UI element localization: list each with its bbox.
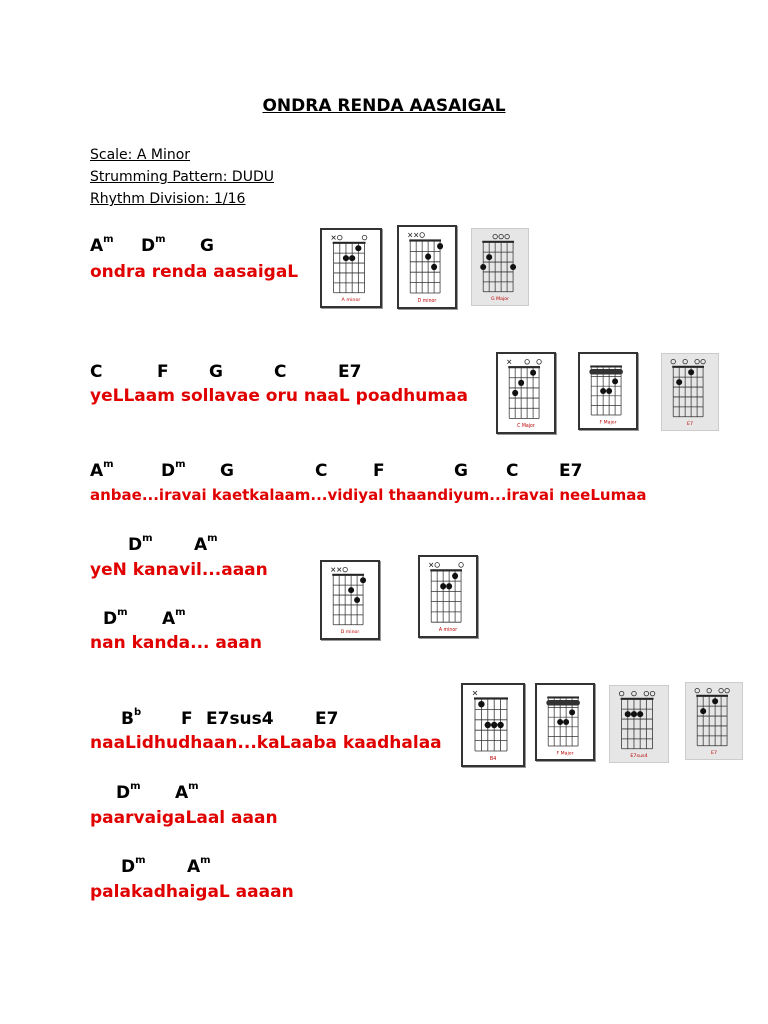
lyric-line: nan kanda... aaan	[90, 633, 262, 653]
chord-label: F	[181, 709, 193, 729]
chord-label: $D^m$	[141, 234, 166, 256]
svg-text:A minor: A minor	[341, 298, 361, 304]
page-title: ONDRA RENDA AASAIGAL	[262, 96, 506, 116]
chord-label: C	[506, 461, 519, 481]
chord-diagram-grid	[498, 354, 554, 432]
chord-diagram	[661, 353, 719, 431]
strumming-pattern-label: Strumming Pattern: DUDU	[90, 169, 274, 185]
lyric-line: palakadhaigaL aaaan	[90, 882, 294, 902]
svg-text:A minor: A minor	[438, 627, 458, 634]
chord-diagram	[535, 683, 595, 761]
chord-diagram	[320, 560, 380, 640]
chord-label: C	[274, 362, 287, 382]
chord-diagram-grid	[463, 685, 523, 765]
chord-diagram-grid	[610, 686, 668, 762]
chord-label: $A^m$	[90, 459, 114, 481]
chord-diagram-grid	[580, 354, 636, 428]
svg-text:E7: E7	[687, 422, 693, 428]
chord-label: $D^m$	[116, 781, 141, 803]
svg-text:D minor: D minor	[417, 298, 437, 305]
chord-diagram-grid	[420, 557, 476, 636]
lyric-line: anbae...iravai kaetkalaam...vidiyal thaandiyum...iravai neeLumaa	[90, 486, 647, 504]
lyric-line: ondra renda aasaigaL	[90, 262, 299, 282]
svg-text:F Major: F Major	[556, 751, 574, 757]
rhythm-division-label: Rhythm Division: 1/16	[90, 191, 246, 207]
chord-label: G	[454, 461, 468, 481]
chord-label: E7	[338, 362, 362, 382]
lyric-line: naaLidhudhaan...kaLaaba kaadhalaa	[90, 733, 442, 753]
chord-label: C	[315, 461, 328, 481]
chord-label: $D^m$	[161, 459, 186, 481]
chord-diagram	[609, 685, 669, 763]
chord-diagram-grid	[399, 227, 455, 307]
svg-text:B4: B4	[489, 756, 497, 762]
chord-diagram-grid	[662, 354, 718, 430]
chord-label: E7	[559, 461, 583, 481]
svg-text:E7sus4: E7sus4	[630, 754, 648, 760]
svg-text:C Major: C Major	[517, 424, 535, 430]
chord-diagram	[397, 225, 457, 309]
chord-diagram	[418, 555, 478, 638]
chord-label: G	[200, 236, 214, 256]
chord-label: $A^m$	[175, 781, 199, 803]
chord-diagram	[461, 683, 525, 767]
chord-diagram-grid	[322, 230, 380, 306]
chord-label: $A^m$	[187, 855, 211, 877]
chord-diagram-grid	[686, 683, 742, 759]
scale-label: Scale: A Minor	[90, 147, 191, 163]
svg-text:D minor: D minor	[340, 630, 360, 636]
chord-diagram-grid	[322, 562, 378, 638]
chord-diagram	[320, 228, 382, 308]
lyric-line: yeLLaam sollavae oru naaL poadhumaa	[90, 386, 469, 406]
chord-diagram-grid	[472, 229, 528, 305]
chord-label: $D^m$	[103, 607, 128, 629]
chord-label: $D^m$	[128, 533, 153, 555]
chord-label: F	[157, 362, 169, 382]
lyric-line: paarvaigaLaal aaan	[90, 808, 278, 828]
chord-label: $D^m$	[121, 855, 146, 877]
chord-label: F	[373, 461, 385, 481]
chord-diagram-grid	[537, 685, 593, 759]
chord-label: $A^m$	[90, 234, 114, 256]
svg-text:G Major: G Major	[491, 297, 509, 303]
chord-label: $A^m$	[162, 607, 186, 629]
lyric-line: yeN kanavil...aaan	[90, 560, 268, 580]
chord-label: E7	[315, 709, 339, 729]
chord-label: G	[209, 362, 223, 382]
chord-label: E7sus4	[206, 709, 274, 729]
chord-label: G	[220, 461, 234, 481]
chord-label: $A^m$	[194, 533, 218, 555]
chord-diagram	[471, 228, 529, 306]
chord-label: $B^b$	[121, 707, 142, 729]
svg-text:E7: E7	[711, 751, 717, 757]
chord-diagram	[496, 352, 556, 434]
chord-label: C	[90, 362, 103, 382]
chord-diagram	[685, 682, 743, 760]
chord-diagram	[578, 352, 638, 430]
svg-text:F Major: F Major	[599, 420, 617, 426]
